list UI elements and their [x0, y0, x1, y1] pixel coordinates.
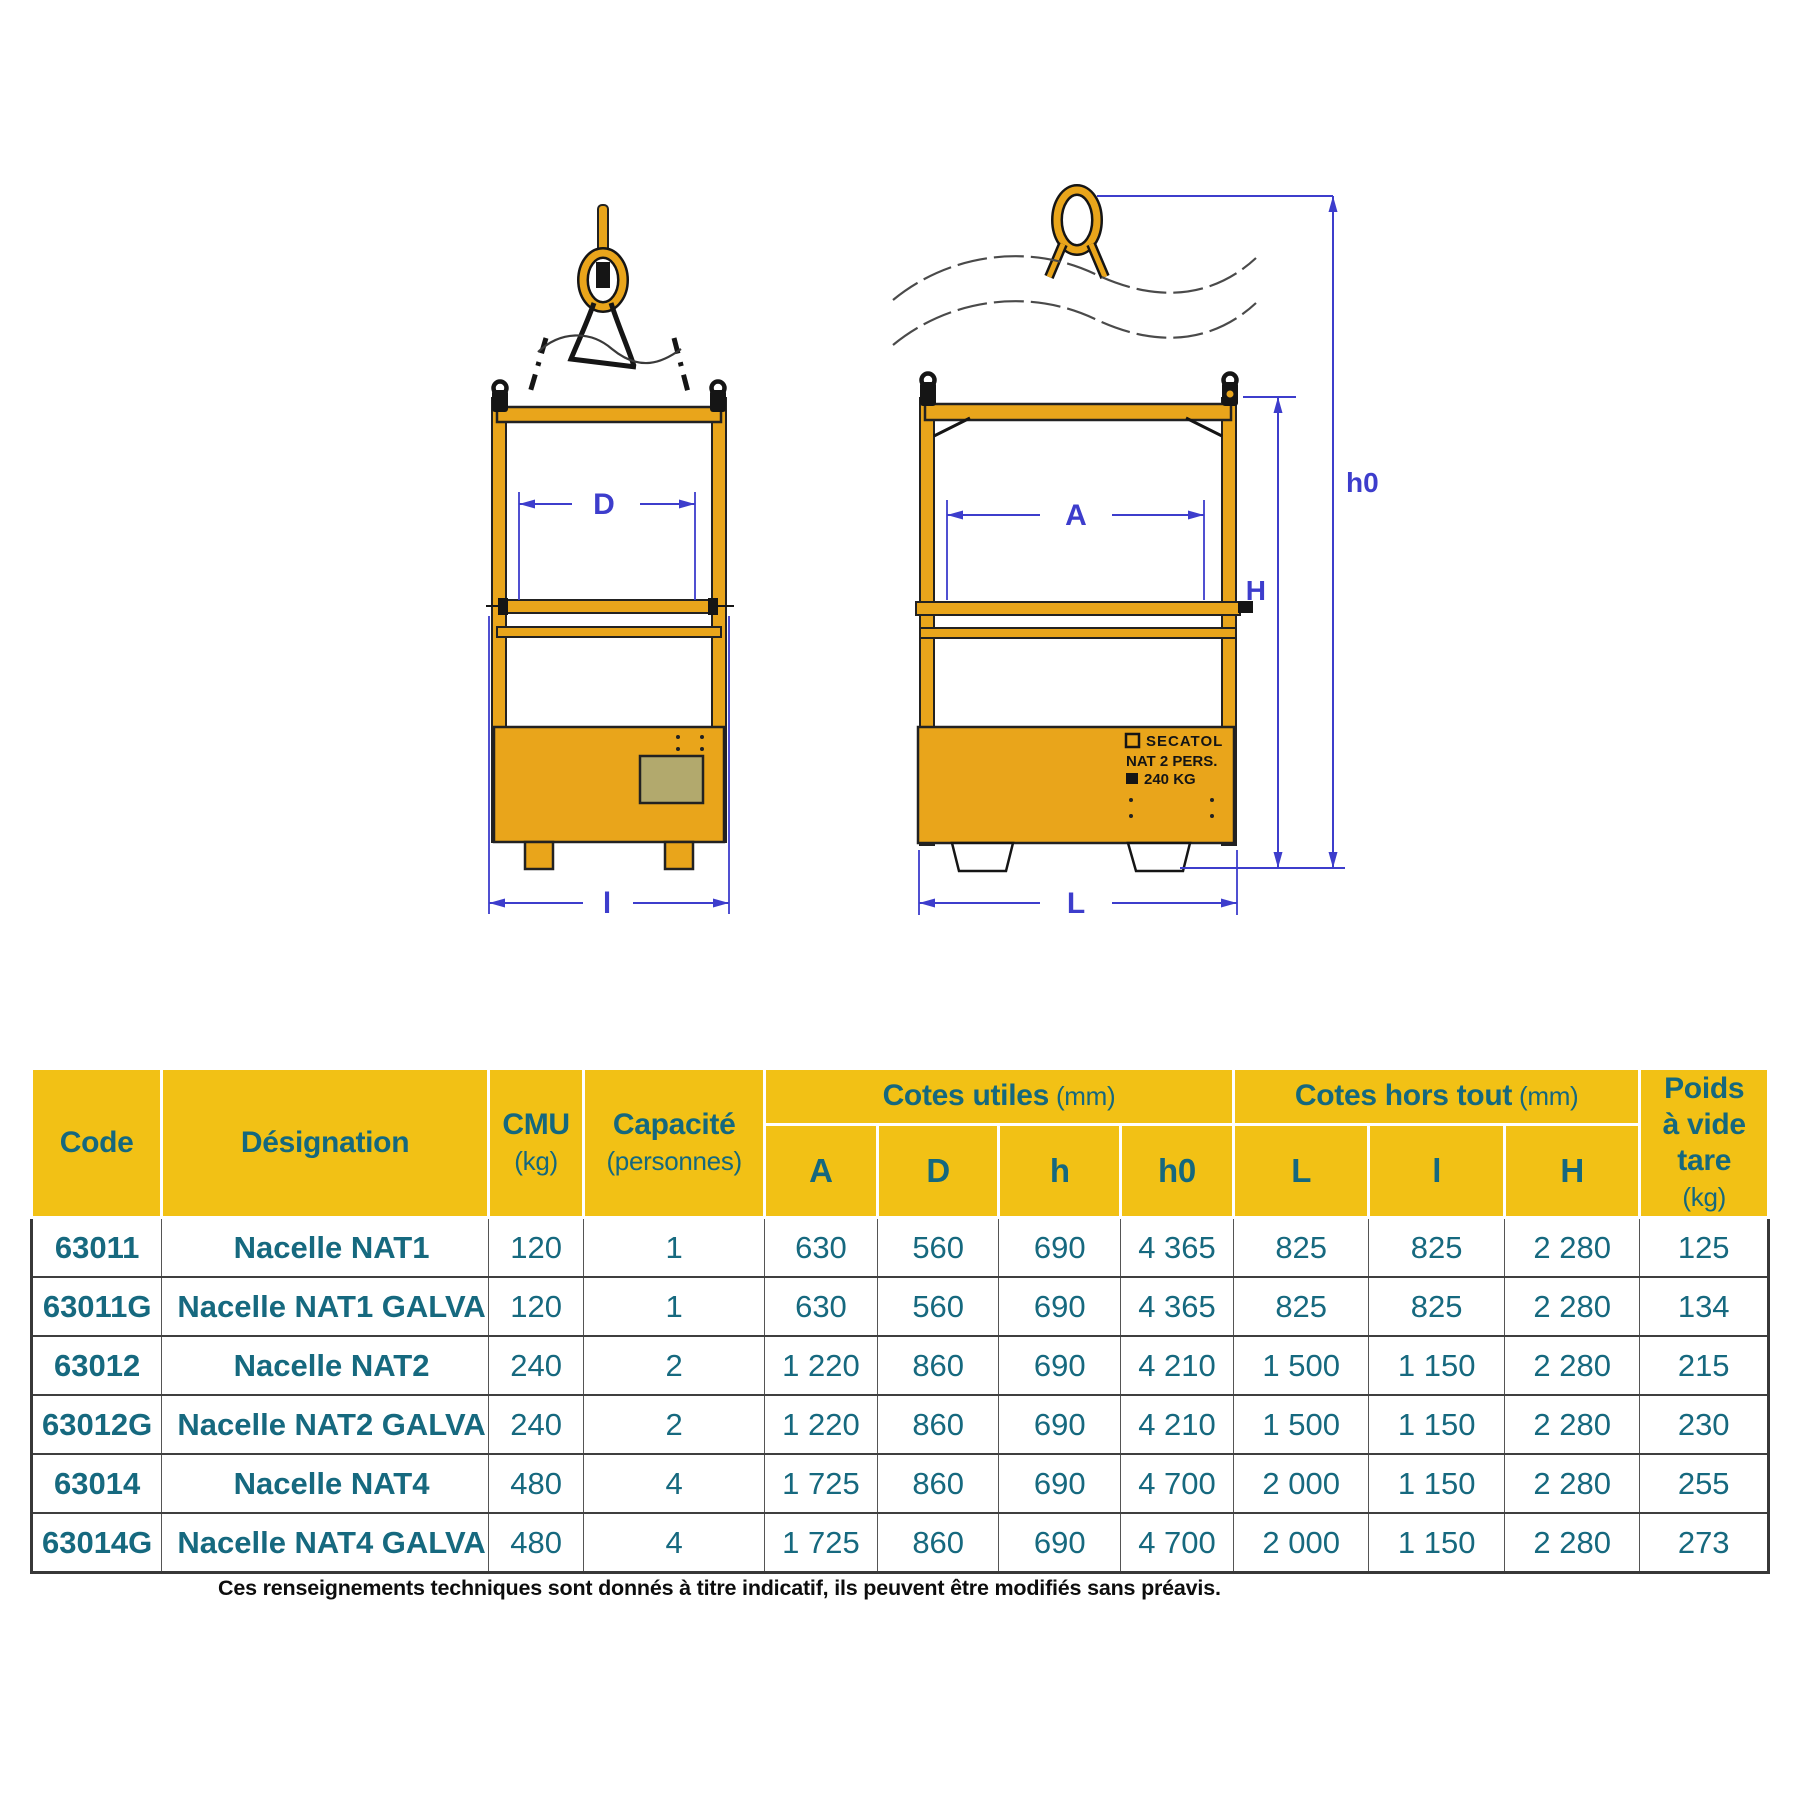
cell-code: 63011 — [32, 1218, 162, 1278]
header-dim-h: h — [999, 1124, 1121, 1217]
cell-D: 860 — [877, 1454, 999, 1513]
cell-h: 690 — [999, 1277, 1121, 1336]
cell-cmu: 480 — [488, 1454, 584, 1513]
front-view-drawing — [486, 205, 734, 920]
cell-code: 63014 — [32, 1454, 162, 1513]
plate-model: NAT 2 PERS. — [1126, 753, 1218, 770]
cell-h0: 4 365 — [1121, 1218, 1234, 1278]
master-link-icon — [1049, 190, 1105, 277]
cell-L: 1 500 — [1233, 1395, 1368, 1454]
cell-L: 825 — [1233, 1218, 1368, 1278]
dim-label-h0: h0 — [1346, 467, 1379, 498]
header-cotes-utiles: Cotes utiles (mm) — [765, 1069, 1234, 1125]
cell-designation: Nacelle NAT2 GALVA — [162, 1395, 489, 1454]
cell-designation: Nacelle NAT2 — [162, 1336, 489, 1395]
header-dim-L: L — [1233, 1124, 1368, 1217]
header-poids: Poids à vide tare (kg) — [1640, 1069, 1769, 1218]
cell-h0: 4 365 — [1121, 1277, 1234, 1336]
cell-h0: 4 700 — [1121, 1454, 1234, 1513]
dimension-A — [947, 499, 1204, 600]
plate-brand: SECATOL — [1146, 733, 1224, 750]
cell-D: 560 — [877, 1277, 999, 1336]
cable-wave-upper — [893, 256, 1256, 300]
cell-L: 1 500 — [1233, 1336, 1368, 1395]
table-row — [32, 1454, 1769, 1513]
cell-H: 2 280 — [1504, 1336, 1639, 1395]
cell-H: 2 280 — [1504, 1454, 1639, 1513]
cell-L: 825 — [1233, 1277, 1368, 1336]
dimension-D — [519, 488, 695, 600]
dim-label-H: H — [1245, 575, 1266, 606]
cell-h: 690 — [999, 1454, 1121, 1513]
cell-poids: 255 — [1640, 1454, 1769, 1513]
cell-cmu: 240 — [488, 1336, 584, 1395]
cell-poids: 134 — [1640, 1277, 1769, 1336]
cell-l: 825 — [1369, 1218, 1504, 1278]
cell-capacity: 4 — [584, 1454, 765, 1513]
front-plate — [640, 756, 703, 803]
cell-cmu: 240 — [488, 1395, 584, 1454]
cell-capacity: 2 — [584, 1336, 765, 1395]
table-row — [32, 1513, 1769, 1573]
cell-A: 1 725 — [765, 1513, 878, 1573]
table-header — [32, 1069, 1769, 1218]
cell-h0: 4 700 — [1121, 1513, 1234, 1573]
header-cmu: CMU (kg) — [488, 1069, 584, 1218]
header-designation: Désignation — [162, 1069, 489, 1218]
dim-label-D: D — [593, 488, 615, 521]
cell-capacity: 1 — [584, 1277, 765, 1336]
cell-code: 63011G — [32, 1277, 162, 1336]
cell-A: 1 220 — [765, 1336, 878, 1395]
cell-capacity: 4 — [584, 1513, 765, 1573]
cell-h: 690 — [999, 1395, 1121, 1454]
dim-label-A: A — [1065, 499, 1087, 532]
cell-h: 690 — [999, 1513, 1121, 1573]
lifting-lug-icon — [920, 374, 1238, 407]
cell-poids: 215 — [1640, 1336, 1769, 1395]
cell-A: 1 220 — [765, 1395, 878, 1454]
cell-D: 860 — [877, 1395, 999, 1454]
header-dim-H: H — [1504, 1124, 1639, 1217]
cell-l: 1 150 — [1369, 1336, 1504, 1395]
sling-leg-right — [674, 338, 689, 396]
side-view-drawing — [893, 190, 1379, 920]
cell-H: 2 280 — [1504, 1395, 1639, 1454]
cell-designation: Nacelle NAT1 — [162, 1218, 489, 1278]
cell-designation: Nacelle NAT4 GALVA — [162, 1513, 489, 1573]
cell-A: 1 725 — [765, 1454, 878, 1513]
slack-cable-line — [538, 335, 681, 363]
table-row — [32, 1395, 1769, 1454]
header-dim-l: l — [1369, 1124, 1504, 1217]
cell-H: 2 280 — [1504, 1277, 1639, 1336]
header-capacity: Capacité (personnes) — [584, 1069, 765, 1218]
table-row — [32, 1336, 1769, 1395]
dim-label-L: L — [1066, 887, 1086, 920]
specification-table — [30, 1067, 1770, 1574]
cell-L: 2 000 — [1233, 1454, 1368, 1513]
cell-poids: 273 — [1640, 1513, 1769, 1573]
cell-H: 2 280 — [1504, 1513, 1639, 1573]
footnote: Ces renseignements techniques sont donnés à titre indicatif, ils peuvent être modifiés sans préavis. — [218, 1576, 1221, 1600]
table-row — [32, 1218, 1769, 1278]
table-body — [32, 1218, 1769, 1573]
cell-l: 1 150 — [1369, 1454, 1504, 1513]
cable-wave-lower — [893, 301, 1256, 345]
cell-designation: Nacelle NAT4 — [162, 1454, 489, 1513]
header-dim-h0: h0 — [1121, 1124, 1234, 1217]
front-basket — [486, 382, 734, 870]
cell-L: 2 000 — [1233, 1513, 1368, 1573]
cell-capacity: 2 — [584, 1395, 765, 1454]
cell-code: 63014G — [32, 1513, 162, 1573]
cell-cmu: 120 — [488, 1277, 584, 1336]
cell-D: 860 — [877, 1336, 999, 1395]
cell-poids: 125 — [1640, 1218, 1769, 1278]
cell-h: 690 — [999, 1336, 1121, 1395]
cell-H: 2 280 — [1504, 1218, 1639, 1278]
cell-A: 630 — [765, 1218, 878, 1278]
cell-code: 63012G — [32, 1395, 162, 1454]
cell-h0: 4 210 — [1121, 1395, 1234, 1454]
cell-capacity: 1 — [584, 1218, 765, 1278]
cell-l: 1 150 — [1369, 1395, 1504, 1454]
cell-A: 630 — [765, 1277, 878, 1336]
cell-D: 560 — [877, 1218, 999, 1278]
header-cotes-hors-tout: Cotes hors tout (mm) — [1233, 1069, 1639, 1125]
cell-cmu: 480 — [488, 1513, 584, 1573]
cell-poids: 230 — [1640, 1395, 1769, 1454]
cell-l: 1 150 — [1369, 1513, 1504, 1573]
cell-h: 690 — [999, 1218, 1121, 1278]
header-dim-A: A — [765, 1124, 878, 1217]
table-row — [32, 1277, 1769, 1336]
side-basket — [916, 374, 1253, 872]
dim-label-l: l — [602, 887, 612, 920]
header-dim-D: D — [877, 1124, 999, 1217]
cell-l: 825 — [1369, 1277, 1504, 1336]
cell-code: 63012 — [32, 1336, 162, 1395]
cell-D: 860 — [877, 1513, 999, 1573]
cell-cmu: 120 — [488, 1218, 584, 1278]
dimension-H — [1243, 397, 1296, 868]
cell-h0: 4 210 — [1121, 1336, 1234, 1395]
plate-load: 240 KG — [1144, 771, 1196, 788]
header-code: Code — [32, 1069, 162, 1218]
cell-designation: Nacelle NAT1 GALVA — [162, 1277, 489, 1336]
